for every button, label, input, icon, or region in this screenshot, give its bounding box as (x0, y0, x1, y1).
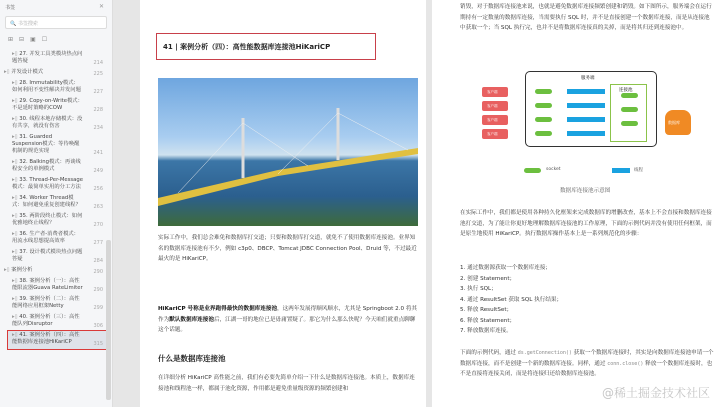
socket-shape (535, 89, 552, 94)
socket-shape (535, 131, 552, 136)
bookmark-item[interactable] (0, 230, 106, 248)
bookmark-icon: ▸▯ (12, 177, 20, 183)
bookmark-label: 27. 并发工具类模块热点问题答疑 (12, 51, 83, 64)
text: 释放一个数据库连接时，也不是直接将连接关闭，而是将连接归还给数据库连接池。 (460, 360, 713, 377)
bookmark-icon: ▸▯ (12, 213, 20, 219)
bookmark-sidebar (0, 0, 113, 407)
bookmark-icon: ▸▯ (12, 332, 20, 338)
search-placeholder: 书签搜索 (17, 21, 38, 27)
bookmark-item[interactable] (0, 115, 106, 133)
bookmark-icon: ▸▯ (12, 116, 20, 122)
text: ，这两年发展得顺风顺水，尤其是 Springboot 2.0 将其作为 (158, 306, 418, 323)
delete-bookmark-icon[interactable]: ☐ (41, 36, 48, 43)
steps-list (460, 263, 715, 337)
bookmark-page: 290 (93, 287, 103, 293)
thread-shape (567, 103, 605, 108)
bold-text: 默认数据库连接池 (169, 316, 214, 323)
step-item: 4. 通过 ResultSet 获取 SQL 执行结果； (460, 296, 563, 303)
bookmark-item[interactable] (0, 158, 106, 176)
watermark: @稀土掘金技术社区 (601, 386, 710, 400)
bookmark-item[interactable] (0, 194, 106, 212)
bookmark-icon: ▸▯ (12, 249, 20, 255)
client-label: 客户端 (487, 132, 498, 136)
bookmark-page: 256 (93, 186, 103, 192)
bookmark-label: 36. 生产者-消费者模式：用流水线思想提高效率 (12, 231, 79, 244)
paragraph-code-explain (460, 348, 715, 380)
bookmark-label: 39. 案例分析（二）：高性能网络应用框架Netty (12, 296, 80, 309)
bookmark-item[interactable] (0, 212, 106, 230)
bookmark-page: 290 (93, 269, 103, 275)
chapter-title: 41 | 案例分析（四）：高性能数据库连接池HiKariCP (156, 33, 376, 60)
bookmark-label: 29. Copy-on-Write模式：不是延时策略的COW (12, 98, 83, 111)
thread-shape (567, 89, 605, 94)
bookmark-page: 214 (93, 60, 103, 66)
bookmark-label: 28. Immutability模式：如何利用不变性解决并发问题 (12, 80, 81, 93)
sidebar-title: 书签 (5, 5, 16, 11)
bookmark-page: 277 (93, 240, 103, 246)
sidebar-scrollbar[interactable] (106, 240, 111, 400)
client-box (482, 115, 508, 125)
paragraph-pool-intro: 在详细分析 HiKariCP 高性能之前，我们有必要先简单介绍一下什么是数据库连接池。本质上，数据库连接池和线程池一样，都属于池化资源，作用都是避免重量级资源的频繁创建和 (158, 375, 415, 392)
text: 后，江湖一哥的地位已是毋庸置疑了。那它为什么那么快呢？今天咱们就重点聊聊这个话题。 (158, 316, 416, 333)
bookmark-page: 249 (93, 168, 103, 174)
bookmark-page: 227 (93, 89, 103, 95)
bookmark-icon: ▸▯ (12, 314, 20, 320)
bookmark-page: 228 (93, 107, 103, 113)
bookmark-item[interactable] (0, 176, 106, 194)
bookmark-item[interactable] (0, 248, 106, 266)
bookmark-icon: ▸▯ (12, 296, 20, 302)
bookmark-label: 33. Thread-Per-Message模式：最简单实用的分工方法 (12, 177, 84, 190)
bookmark-item[interactable] (8, 331, 106, 349)
pool-socket-shape (621, 121, 638, 126)
bookmark-search-input[interactable]: 🔍 书签搜索 (5, 16, 107, 29)
legend-thread-label: 线程 (634, 168, 643, 173)
connection-pool-diagram (482, 70, 692, 173)
legend-socket-swatch (524, 168, 541, 173)
paragraph-pool-desc: 销毁，对于数据库连接池来说，也就是避免数据库连接频繁创建和销毁。如下图所示，服务端会在运行期持有一定数量的数据库连接，当需要执行 SQL 时，并不是直接创建一个数据库连接，而是从连接池中获取一个；当 SQL 执行完，也并不是将数据库连接真的关掉，而是将其归还到连接池中。 (460, 4, 712, 31)
client-label: 客户端 (487, 90, 498, 94)
inline-code: conn.close() (607, 360, 644, 367)
bookmark-icon: ▸▯ (12, 231, 20, 237)
bookmark-icon: ▸▯ (12, 159, 20, 165)
pool-socket-shape (621, 107, 638, 112)
step-item: 6. 释放 Statement； (460, 317, 516, 324)
pool-label: 连接池 (619, 88, 633, 93)
add-bookmark-icon[interactable]: ▣ (30, 36, 36, 43)
bookmark-page: 306 (93, 323, 103, 329)
client-label: 客户端 (487, 104, 498, 108)
bookmark-label: 40. 案例分析（三）：高性能队列Disruptor (12, 314, 80, 327)
text: 下面的示例代码，通过 (460, 350, 518, 356)
bookmark-item[interactable] (0, 68, 106, 79)
pool-socket-shape (621, 93, 638, 98)
client-box (482, 87, 508, 97)
thread-shape (567, 131, 605, 136)
bookmark-label: 38. 案例分析（一）：高性能限流器Guava RateLimiter (12, 278, 83, 291)
diagram-caption: 数据库连接池示意图 (560, 188, 611, 194)
bookmark-item[interactable] (0, 97, 106, 115)
bookmark-label: 案例分析 (11, 267, 33, 273)
step-item: 5. 释放 ResultSet； (460, 307, 513, 313)
bookmark-item[interactable] (0, 295, 106, 313)
bookmark-icon: ▸▯ (12, 80, 20, 86)
bridge-image (158, 78, 418, 226)
bookmark-label: 34. Worker Thread模式：如何避免重复创建线程？ (12, 195, 81, 208)
pdf-page-left (140, 0, 426, 407)
bookmark-page: 225 (93, 71, 103, 77)
bookmark-icon: ▸▯ (12, 134, 20, 140)
database-cylinder (665, 110, 691, 135)
bookmark-item[interactable] (0, 313, 106, 331)
bookmark-icon: ▸▯ (12, 51, 20, 57)
socket-shape (535, 117, 552, 122)
bookmark-label: 41. 案例分析（四）：高性能数据库连接池HiKariCP (12, 332, 80, 345)
bookmark-icon: ▸▯ (4, 69, 12, 75)
bookmark-icon: ▸▯ (12, 278, 20, 284)
bookmark-list (0, 50, 106, 349)
legend-socket-label: socket (546, 167, 561, 172)
bookmark-page: 299 (93, 305, 103, 311)
thread-shape (567, 117, 605, 122)
paragraph-intro: 实际工作中，我们总会难免和数据库打交道；只要和数据库打交道，就免不了使用数据库连接池。业界知名的数据库连接池有不少，例如 c3p0、DBCP、Tomcat JDBC Connection Pool、Druid 等，不过最近最火的是 HiKariCP。 (158, 235, 417, 262)
bookmark-page: 241 (93, 150, 103, 156)
step-item: 3. 执行 SQL； (460, 286, 497, 292)
client-box (482, 129, 508, 139)
collapse-all-icon[interactable]: ⊟ (19, 36, 25, 43)
sidebar-header (0, 0, 112, 14)
bridge-illustration (158, 78, 418, 226)
paragraph-practice: 在实际工作中，我们都是使用各种持久化框架来完成数据库的增删改查，基本上不会直接和数据库连接池打交道，为了能让你更好地理解数据库连接池的工作原理，下面的示例代码并没有使用任何框架，而是原生地使用 HiKariCP。执行数据库操作基本上是一系列规范化的步骤： (460, 210, 712, 237)
bold-text: HiKariCP 号称是业界跑得最快的数据库连接池 (158, 306, 278, 312)
step-item: 7. 释放数据库连接。 (460, 328, 512, 334)
legend-thread-swatch (612, 168, 630, 173)
bookmark-label: 35. 两阶段终止模式：如何优雅地终止线程？ (12, 213, 83, 226)
sidebar-toolbar (0, 31, 112, 48)
bookmark-label: 并发设计模式 (11, 69, 44, 75)
pdf-page-right (432, 0, 720, 407)
db-label: 数据库 (668, 120, 680, 125)
section-heading: 什么是数据库连接池 (158, 354, 226, 363)
server-label: 服务端 (581, 76, 595, 81)
bookmark-item[interactable] (0, 133, 106, 158)
expand-all-icon[interactable]: ⊞ (8, 36, 14, 43)
bookmark-item[interactable] (0, 50, 106, 68)
bookmark-icon: ▸▯ (12, 195, 20, 201)
step-item: 1. 通过数据源获取一个数据库连接； (460, 265, 552, 271)
socket-shape (535, 103, 552, 108)
bookmark-label: 31. Guarded Suspension模式：等待唤醒机制的规范实现 (12, 134, 80, 154)
bookmark-page: 234 (93, 125, 103, 131)
client-box (482, 101, 508, 111)
bookmark-label: 32. Balking模式：再谈线程安全的单例模式 (12, 159, 81, 172)
bookmark-page: 284 (93, 258, 103, 264)
bookmark-icon: ▸▯ (4, 267, 12, 273)
close-icon[interactable]: ✕ (98, 3, 104, 10)
paragraph-hikaricp (158, 304, 420, 336)
inline-code: ds.getConnection() (517, 350, 572, 356)
bookmark-icon: ▸▯ (12, 98, 20, 104)
bookmark-page: 270 (93, 222, 103, 228)
bookmark-item[interactable] (0, 79, 106, 97)
text: 获取一个数据库连接时，其实是向数据库连接池申请一个数据库连接，而不是创建一个新的数据库连接。同样，通过 (460, 350, 714, 367)
bookmark-page: 315 (93, 341, 103, 347)
bookmark-label: 37. 设计模式模块热点问题答疑 (12, 249, 83, 262)
bookmark-page: 263 (93, 204, 103, 210)
bookmark-item[interactable] (0, 277, 106, 295)
client-label: 客户端 (487, 118, 498, 122)
bookmark-item[interactable] (0, 266, 106, 277)
bookmark-label: 30. 线程本地存储模式：没有共享，就没有伤害 (12, 116, 83, 129)
step-item: 2. 创建 Statement； (460, 275, 516, 282)
